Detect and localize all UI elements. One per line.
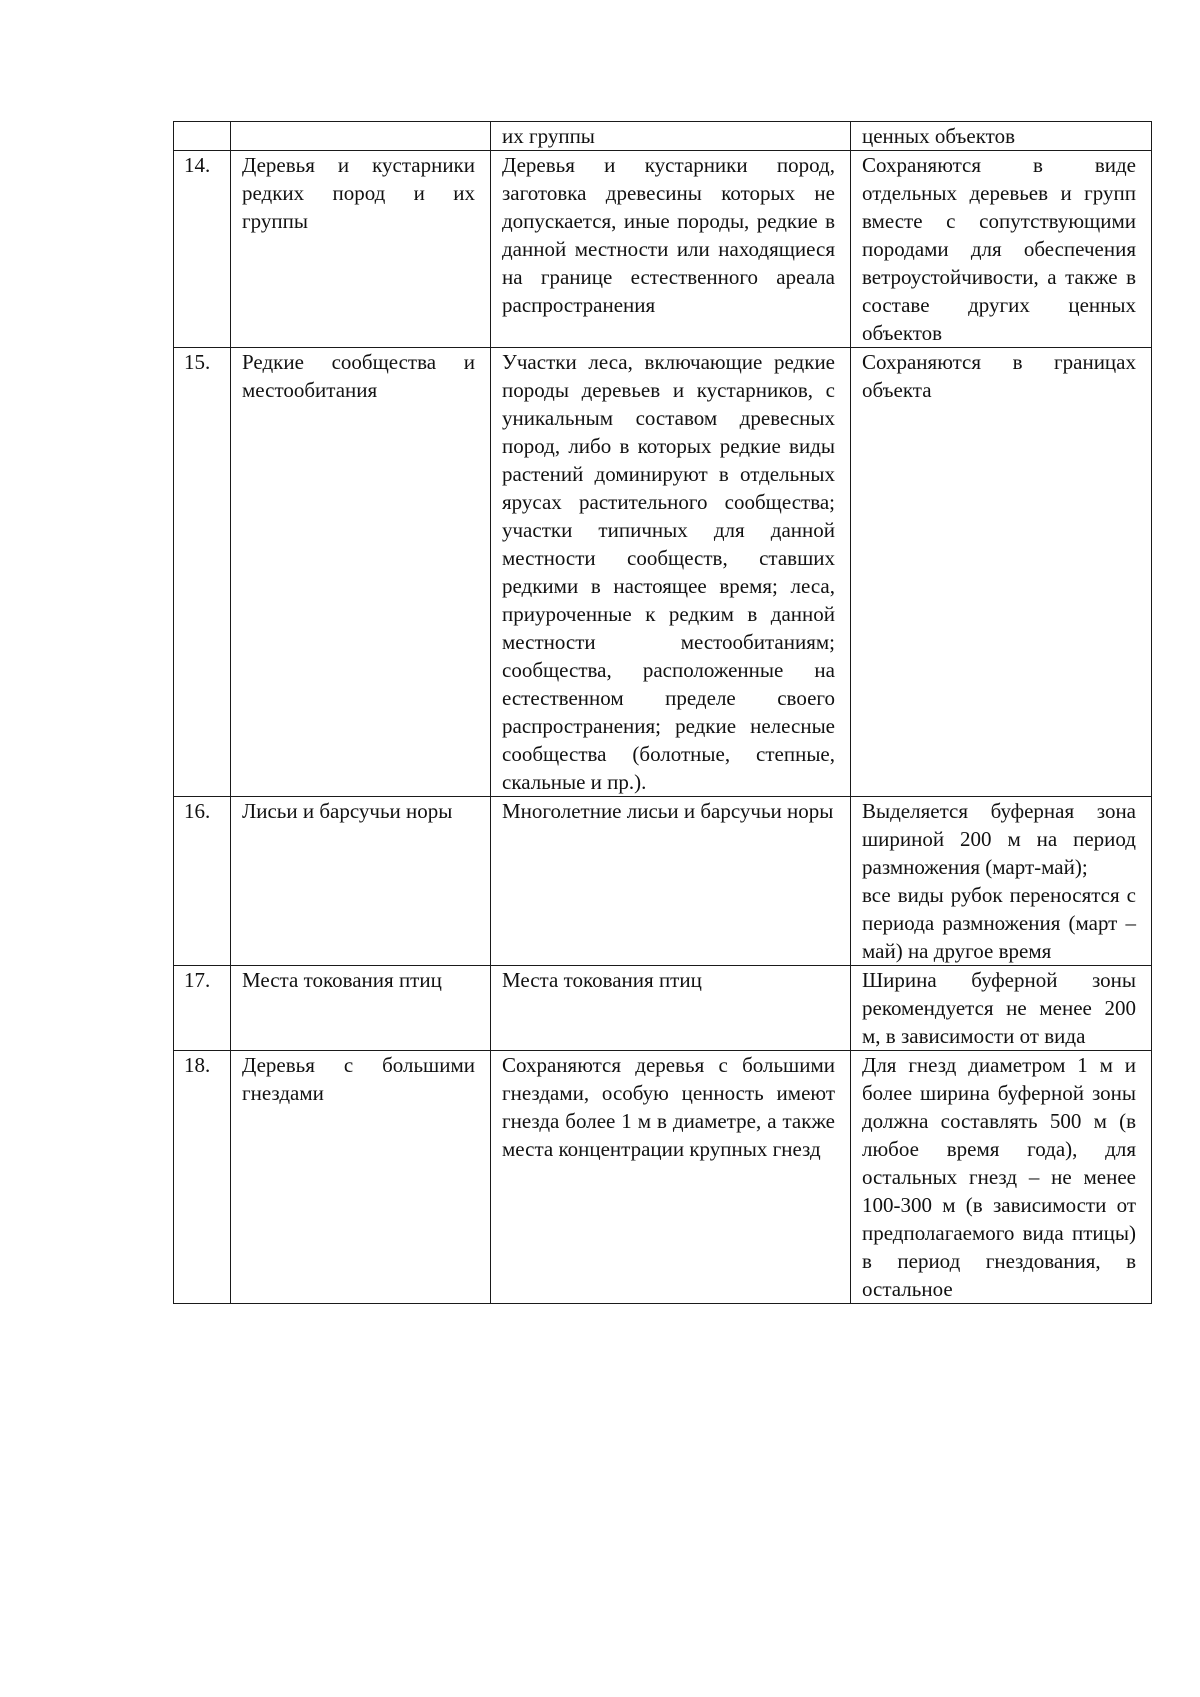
cell-description: их группы (491, 122, 851, 151)
cell-num: 16. (174, 797, 231, 966)
table-row (174, 966, 1152, 1051)
cell-measures: Для гнезд диаметром 1 м и более ширина буферной зоны должна составлять 500 м (в любое время года), для остальных гнезд – не менее 100-300 м (в зависимости от предполагаемого вида птицы) в период гнездования, в остальное (851, 1051, 1152, 1304)
table-row (174, 797, 1152, 966)
cell-measures: Сохраняются в границах объекта (851, 348, 1152, 797)
cell-measures (851, 797, 1152, 966)
cell-description: Участки леса, включающие редкие породы деревьев и кустарников, с уникальным составом древесных пород, либо в которых редкие виды растений доминируют в отдельных ярусах растительного сообщества; участки типичных для данной местности сообществ, ставших редкими в настоящее время; леса, приуроченные к редким в данной местности местообитаниям; сообщества, расположенные на естественном пределе своего распространения; редкие нелесные сообщества (болотные, степные, скальные и пр.). (491, 348, 851, 797)
cell-num: 17. (174, 966, 231, 1051)
table-row (174, 1051, 1152, 1304)
cell-name: Деревья с большими гнездами (231, 1051, 491, 1304)
cell-num: 15. (174, 348, 231, 797)
cell-name: Места токования птиц (231, 966, 491, 1051)
cell-num (174, 122, 231, 151)
table-row (174, 151, 1152, 348)
cell-name (231, 122, 491, 151)
cell-measures: ценных объектов (851, 122, 1152, 151)
cell-description: Деревья и кустарники пород, заготовка древесины которых не допускается, иные породы, редкие в данной местности или находящиеся на границе естественного ареала распространения (491, 151, 851, 348)
cell-name: Лисьи и барсучьи норы (231, 797, 491, 966)
cell-description: Многолетние лисьи и барсучьи норы (491, 797, 851, 966)
table-row (174, 348, 1152, 797)
cell-name: Деревья и кустарники редких пород и их группы (231, 151, 491, 348)
cell-description: Сохраняются деревья с большими гнездами, особую ценность имеют гнезда более 1 м в диаметре, а также места концентрации крупных гнезд (491, 1051, 851, 1304)
cell-num: 14. (174, 151, 231, 348)
cell-measures: Сохраняются в виде отдельных деревьев и групп вместе с сопутствующими породами для обеспечения ветроустойчивости, а также в составе других ценных объектов (851, 151, 1152, 348)
cell-num: 18. (174, 1051, 231, 1304)
measures-paragraph-2: все виды рубок переносятся с периода размножения (март – май) на другое время (862, 883, 1136, 963)
forest-objects-table (173, 121, 1152, 1304)
cell-measures: Ширина буферной зоны рекомендуется не менее 200 м, в зависимости от вида (851, 966, 1152, 1051)
cell-name: Редкие сообщества и местообитания (231, 348, 491, 797)
table-row-continuation (174, 122, 1152, 151)
cell-description: Места токования птиц (491, 966, 851, 1051)
measures-paragraph-1: Выделяется буферная зона шириной 200 м на период размножения (март-май); (862, 799, 1136, 879)
